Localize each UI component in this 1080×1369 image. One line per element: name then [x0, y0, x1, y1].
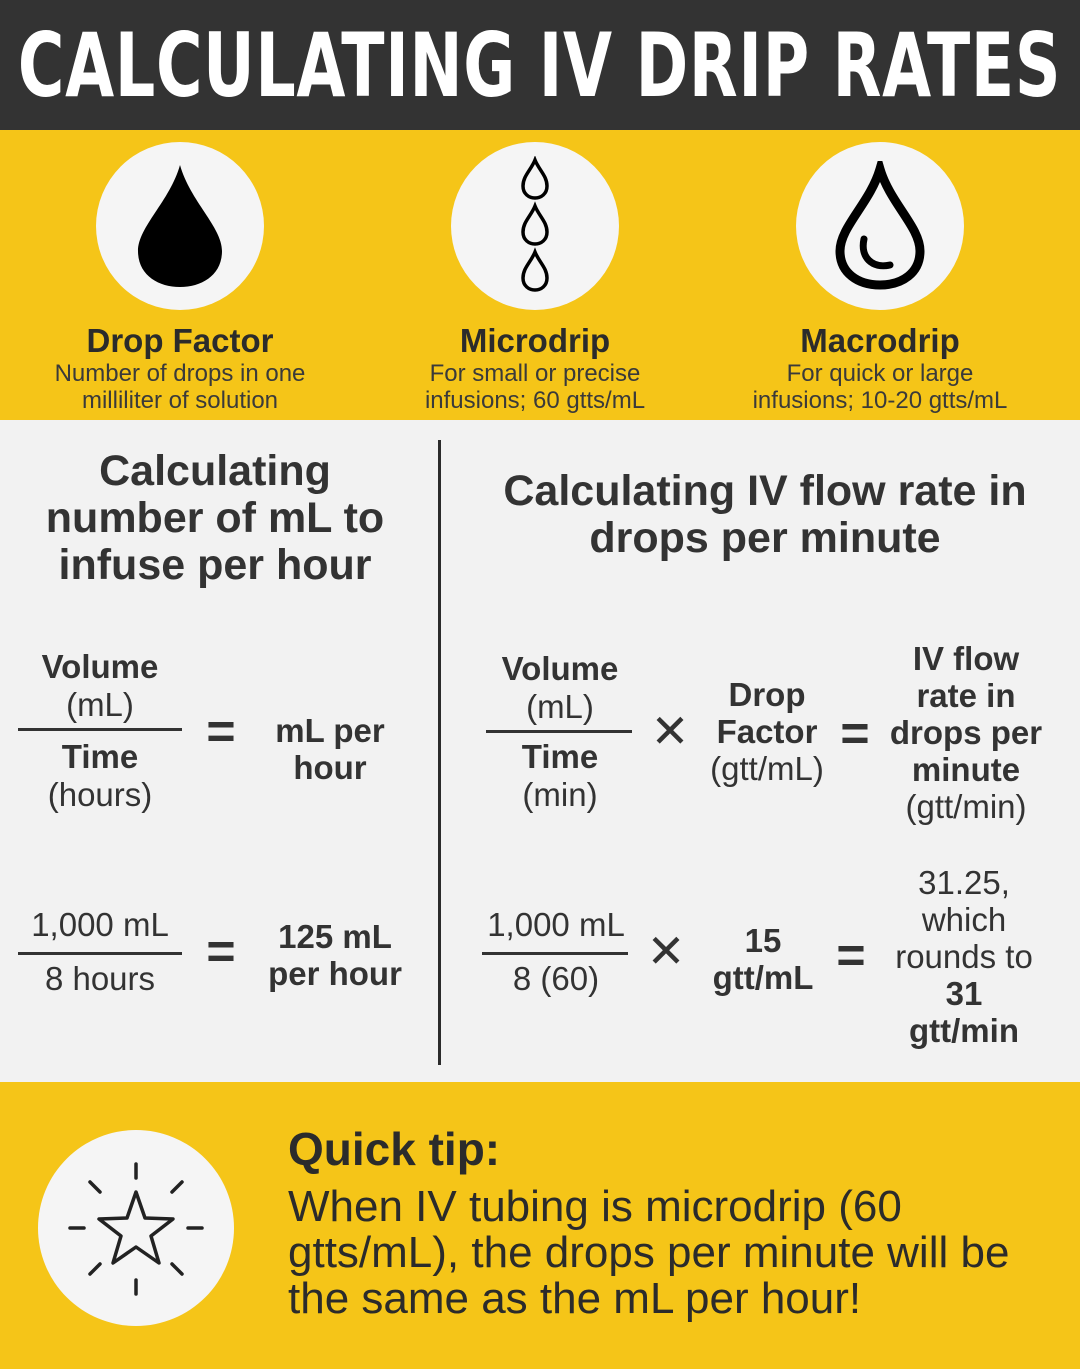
left-formula-numerator: [10, 648, 190, 724]
left-formula-fraction-line: [18, 728, 182, 731]
right-formula-drop-factor: [700, 676, 834, 787]
right-volume-unit: (mL): [526, 688, 594, 725]
microdrip-column: [355, 130, 715, 420]
right-section-title: [455, 468, 1075, 562]
left-section-title: [0, 448, 430, 589]
left-formula-result: [250, 712, 410, 786]
example-factor-line1: 15: [744, 922, 782, 959]
right-formula-equals: =: [840, 705, 870, 761]
example-result-line4: 31: [945, 975, 983, 1012]
right-formula-denominator: [480, 738, 640, 814]
three-small-drops-icon: [515, 156, 555, 296]
macrodrip-column: [700, 130, 1060, 420]
flow-rate-line1: IV flow: [912, 640, 1020, 677]
flow-rate-line3: drops per: [889, 714, 1043, 751]
drop-factor-unit: (gtt/mL): [710, 750, 824, 787]
right-formula-result: [880, 640, 1052, 825]
outline-drop-icon: [830, 161, 930, 291]
right-formula-fraction-line: [486, 730, 632, 733]
example-factor-line2: gtt/mL: [712, 959, 814, 996]
star-burst-icon: [38, 1130, 234, 1326]
tip-body-line1: When IV tubing is microdrip (60: [288, 1182, 902, 1231]
left-title-line2: number of mL to: [45, 494, 385, 542]
tip-circle: [38, 1130, 234, 1326]
section-divider: [438, 440, 441, 1065]
left-example-result: [250, 918, 420, 992]
right-formula-numerator: [480, 650, 640, 726]
left-example-equals: =: [206, 923, 236, 979]
right-title-line1: Calculating IV flow rate in: [503, 467, 1027, 515]
right-example-equals: =: [836, 927, 866, 983]
drop-factor-column: [0, 130, 360, 420]
macrodrip-title: Macrodrip: [800, 322, 960, 359]
drop-factor-line1: Drop: [728, 676, 806, 713]
tip-body-line3: the same as the mL per hour!: [288, 1274, 862, 1323]
right-volume-label: Volume: [501, 650, 619, 687]
microdrip-circle: [451, 142, 619, 310]
drop-factor-circle: [96, 142, 264, 310]
quick-tip-title: Quick tip:: [288, 1123, 501, 1175]
macrodrip-desc-line2: infusions; 10-20 gtts/mL: [752, 387, 1008, 414]
flow-rate-line4: minute: [911, 751, 1021, 788]
right-time-unit: (min): [522, 776, 598, 813]
microdrip-desc-line1: For small or precise: [429, 360, 641, 387]
left-title-line1: Calculating: [99, 447, 331, 495]
left-formula-equals: =: [206, 703, 236, 759]
volume-label: Volume: [41, 648, 159, 685]
drop-factor-desc-line1: Number of drops in one: [54, 360, 306, 387]
right-time-label: Time: [521, 738, 599, 775]
calculation-panel: [0, 420, 1080, 1082]
quick-tip-band: [0, 1082, 1080, 1369]
macrodrip-desc-line1: For quick or large: [786, 360, 974, 387]
example-result-line5: gtt/min: [909, 1012, 1019, 1049]
right-title-line2: drops per minute: [589, 514, 941, 562]
example-result-line2: which: [921, 901, 1007, 938]
example-result-line3: rounds to: [895, 938, 1033, 975]
right-example-denominator: 8 (60): [512, 960, 600, 997]
right-formula-times: ✕: [650, 705, 690, 757]
left-title-line3: infuse per hour: [58, 541, 372, 589]
left-example-denominator: 8 hours: [44, 960, 156, 997]
drop-factor-desc-line2: milliliter of solution: [81, 387, 279, 414]
microdrip-desc-line2: infusions; 60 gtts/mL: [424, 387, 646, 414]
right-example-result: [878, 864, 1050, 1049]
right-example-fraction-line: [482, 952, 628, 955]
tip-body-line2: gtts/mL), the drops per minute will be: [288, 1228, 1010, 1277]
drop-factor-title: Drop Factor: [86, 322, 274, 359]
quick-tip-body: [288, 1184, 1058, 1322]
left-example-numerator: 1,000 mL: [31, 906, 169, 943]
right-example-drop-factor: [698, 922, 828, 996]
left-example-result-line2: per hour: [268, 955, 402, 992]
title-bar: [0, 0, 1080, 130]
left-example-fraction-line: [18, 952, 182, 955]
solid-drop-icon: [130, 161, 230, 291]
flow-rate-line2: rate in: [916, 677, 1016, 714]
drop-factor-band: [0, 130, 1080, 420]
left-result-line1: mL per: [275, 712, 385, 749]
right-example-times: ✕: [646, 925, 686, 977]
left-formula-denominator: [10, 738, 190, 814]
time-label: Time: [61, 738, 139, 775]
drop-factor-line2: Factor: [716, 713, 818, 750]
left-result-line2: hour: [293, 749, 367, 786]
example-result-line1: 31.25,: [918, 864, 1010, 901]
flow-rate-unit: (gtt/min): [905, 788, 1027, 825]
macrodrip-circle: [796, 142, 964, 310]
time-unit: (hours): [47, 776, 153, 813]
left-example-result-line1: 125 mL: [278, 918, 392, 955]
page-title: CALCULATING IV DRIP RATES: [18, 13, 1062, 117]
microdrip-title: Microdrip: [459, 322, 611, 359]
right-example-numerator: 1,000 mL: [487, 906, 625, 943]
volume-unit: (mL): [66, 686, 134, 723]
